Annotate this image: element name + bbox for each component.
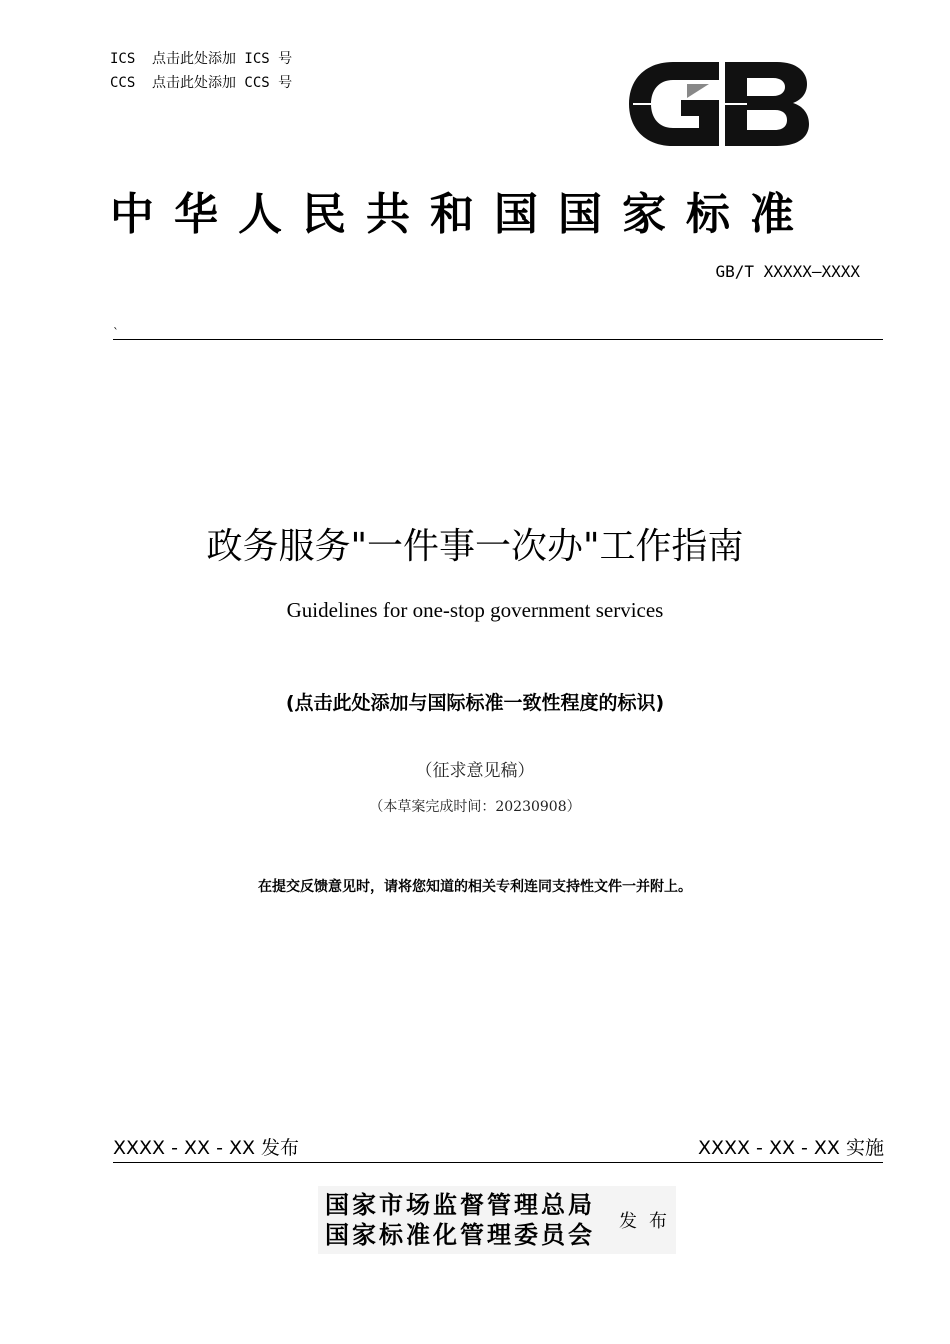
standard-number: GB/T XXXXX—XXXX [715, 262, 860, 281]
document-title-en: Guidelines for one-stop government services [286, 598, 664, 622]
gb-logo [627, 58, 811, 150]
draft-completion-date: （本草案完成时间：20230908） [369, 799, 581, 815]
gb-logo-icon [627, 58, 811, 150]
footer-rule [113, 1162, 883, 1163]
patent-notice: 在提交反馈意见时，请将您知道的相关专利连同支持性文件一并附上。 [258, 879, 692, 895]
publish-date: XXXX - XX - XX 发布 [113, 1137, 300, 1159]
issuer-samr: 国家市场监督管理总局 [325, 1190, 595, 1219]
issuer-sac: 国家标准化管理委员会 [325, 1220, 595, 1249]
implement-date: XXXX - XX - XX 实施 [697, 1137, 884, 1159]
draft-status: （征求意见稿） [415, 761, 535, 781]
national-standard-title: 中华人民共和国国家标准 [110, 189, 814, 240]
header-rule [113, 339, 883, 340]
ics-label: ICS [110, 51, 136, 67]
tick-mark: ` [113, 326, 119, 340]
classification-codes [110, 47, 292, 95]
ccs-value[interactable]: 点击此处添加 CCS 号 [152, 75, 293, 91]
conformity-indicator[interactable]: (点击此处添加与国际标准一致性程度的标识) [285, 692, 665, 714]
ccs-row [110, 71, 292, 95]
ics-row [110, 47, 292, 71]
issuer-names [325, 1190, 595, 1250]
issue-verb: 发布 [619, 1211, 679, 1232]
ics-value[interactable]: 点击此处添加 ICS 号 [152, 51, 293, 67]
document-title-cn: 政务服务"一件事一次办"工作指南 [206, 526, 744, 567]
ccs-label: CCS [110, 75, 136, 91]
